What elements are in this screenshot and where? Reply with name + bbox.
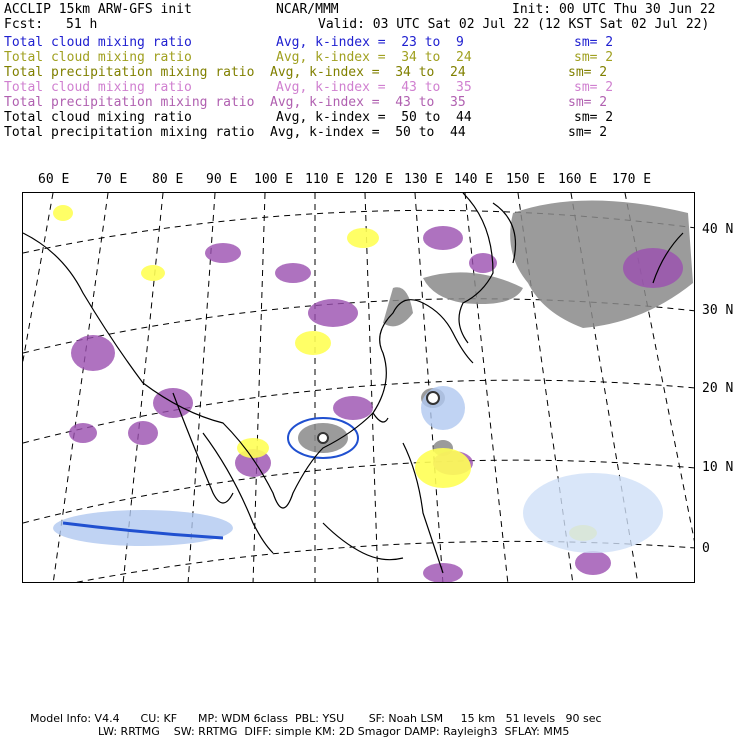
lon-label: 100 E: [254, 172, 294, 187]
lon-label: 110 E: [305, 172, 345, 187]
lat-label: 10 N: [702, 460, 734, 475]
lon-label: 80 E: [152, 172, 184, 187]
lon-label: 150 E: [506, 172, 546, 187]
legend-field: Total precipitation mixing ratio: [4, 65, 255, 80]
lon-label: 60 E: [38, 172, 70, 187]
legend-field: Total cloud mixing ratio: [4, 80, 192, 95]
center-label: NCAR/MMM: [276, 2, 339, 17]
footer-line-1: Model Info: V4.4 CU: KF MP: WDM 6class PBL: YSU SF: Noah LSM 15 km 51 levels 90 sec: [30, 712, 602, 725]
legend-field: Total cloud mixing ratio: [4, 50, 192, 65]
legend-avg: Avg, k-index = 50 to 44: [276, 110, 472, 125]
fcst-value: 51 h: [66, 17, 98, 32]
lon-label: 70 E: [96, 172, 128, 187]
map-panel: [22, 192, 695, 583]
lon-label: 130 E: [404, 172, 444, 187]
legend-sm: sm= 2: [574, 35, 614, 50]
lat-label: 0: [702, 541, 710, 556]
legend-avg: Avg, k-index = 34 to 24: [276, 50, 472, 65]
lon-label: 120 E: [354, 172, 394, 187]
legend-sm: sm= 2: [574, 80, 614, 95]
legend-sm: sm= 2: [568, 95, 608, 110]
lon-label: 160 E: [558, 172, 598, 187]
legend-avg: Avg, k-index = 34 to 24: [270, 65, 466, 80]
legend-sm: sm= 2: [574, 110, 614, 125]
init-time: Init: 00 UTC Thu 30 Jun 22: [512, 2, 716, 17]
legend-field: Total precipitation mixing ratio: [4, 125, 255, 140]
fcst-label: Fcst:: [4, 17, 44, 32]
lat-label: 20 N: [702, 381, 734, 396]
legend-sm: sm= 2: [574, 50, 614, 65]
model-title: ACCLIP 15km ARW-GFS init: [4, 2, 192, 17]
legend-field: Total cloud mixing ratio: [4, 35, 192, 50]
footer-line-2: LW: RRTMG SW: RRTMG DIFF: simple KM: 2D Smagor DAMP: Rayleigh3 SFLAY: MM5: [98, 725, 570, 738]
legend-avg: Avg, k-index = 43 to 35: [276, 80, 472, 95]
lon-label: 90 E: [206, 172, 238, 187]
lat-label: 30 N: [702, 303, 734, 318]
legend-avg: Avg, k-index = 50 to 44: [270, 125, 466, 140]
map-canvas: [23, 193, 695, 583]
legend-avg: Avg, k-index = 43 to 35: [270, 95, 466, 110]
legend-field: Total precipitation mixing ratio: [4, 95, 255, 110]
lon-label: 140 E: [454, 172, 494, 187]
legend-sm: sm= 2: [568, 65, 608, 80]
legend-field: Total cloud mixing ratio: [4, 110, 192, 125]
lat-label: 40 N: [702, 222, 734, 237]
valid-time: Valid: 03 UTC Sat 02 Jul 22 (12 KST Sat 02 Jul 22): [318, 17, 710, 32]
lon-label: 170 E: [612, 172, 652, 187]
legend-sm: sm= 2: [568, 125, 608, 140]
legend-avg: Avg, k-index = 23 to 9: [276, 35, 464, 50]
